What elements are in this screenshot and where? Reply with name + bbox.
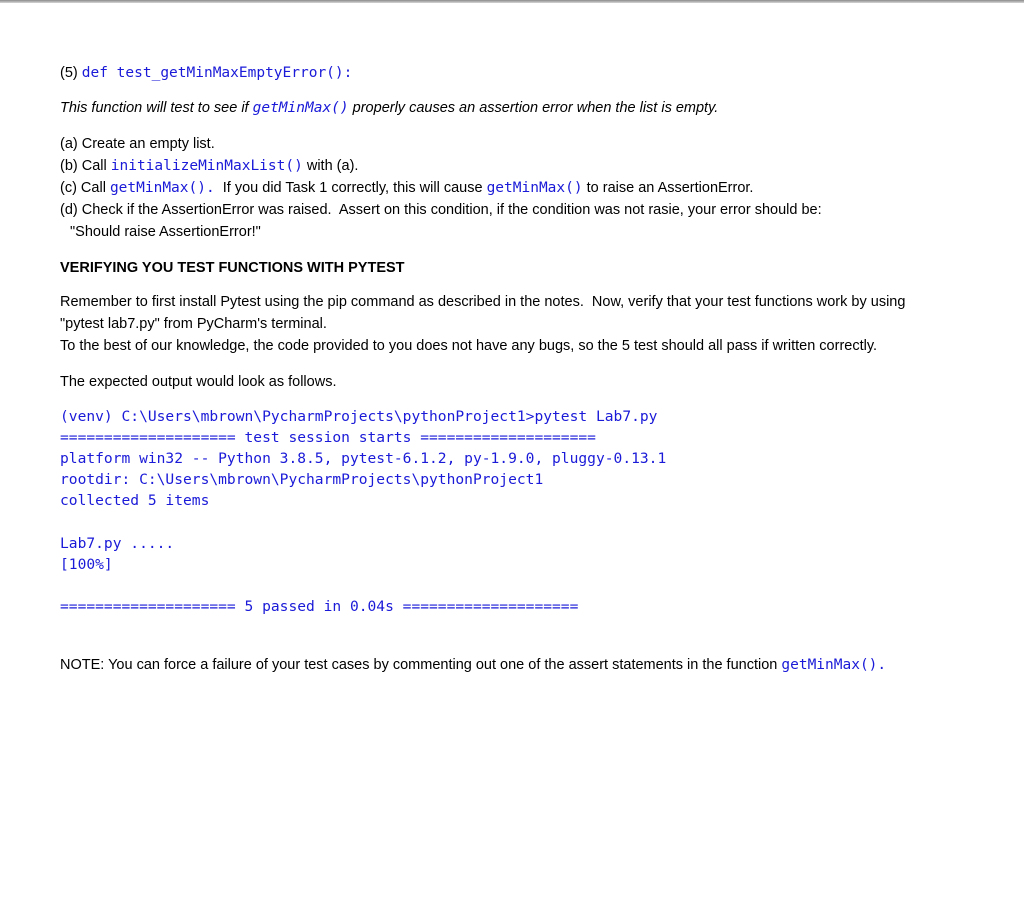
function-definition: def test_getMinMaxEmptyError(): — [81, 65, 353, 81]
terminal-percent: [100%] — [60, 556, 113, 573]
section-number: (5) — [60, 65, 82, 81]
terminal-summary: ==================== 5 passed in 0.04s ==================== — [60, 598, 579, 615]
step-c-code: getMinMax(). — [109, 180, 215, 196]
note-text: NOTE: You can force a failure of your test cases by commenting out one of the assert statements in the function — [60, 657, 782, 673]
step-c-code-2: getMinMax() — [486, 180, 583, 196]
step-c-text-end: to raise an AssertionError. — [582, 180, 754, 196]
note — [60, 655, 886, 675]
description-text-end: properly causes an assertion error when the list is empty. — [348, 100, 719, 116]
expected-output-intro: The expected output would look as follows. — [60, 374, 337, 390]
terminal-collected: collected 5 items — [60, 492, 210, 509]
step-c-text-middle: If you did Task 1 correctly, this will cause — [214, 180, 487, 196]
step-d: (d) Check if the AssertionError was raised. Assert on this condition, if the condition was not rasie, your error should be: — [60, 202, 822, 218]
description-code: getMinMax() — [252, 100, 349, 116]
description-text-start: This function will test to see if — [60, 100, 253, 116]
terminal-session-start: ==================== test session starts ==================== — [60, 429, 596, 446]
paragraph-line-2: "pytest lab7.py" from PyCharm's terminal. — [60, 316, 327, 332]
step-b-text-end: with (a). — [302, 158, 359, 174]
function-description — [60, 98, 718, 118]
step-b-code: initializeMinMaxList() — [110, 158, 303, 174]
terminal-file-result: Lab7.py ..... — [60, 535, 175, 552]
step-c — [60, 178, 753, 198]
terminal-platform: platform win32 -- Python 3.8.5, pytest-6.1.2, py-1.9.0, pluggy-0.13.1 — [60, 450, 667, 467]
step-c-text: (c) Call — [60, 180, 110, 196]
step-d-error-message: "Should raise AssertionError!" — [70, 224, 261, 240]
step-a: (a) Create an empty list. — [60, 136, 215, 152]
paragraph-line-3: To the best of our knowledge, the code provided to you does not have any bugs, so the 5 test should all pass if written correctly. — [60, 338, 878, 354]
note-code: getMinMax(). — [781, 657, 887, 673]
page-top-border — [0, 0, 1024, 3]
terminal-command: (venv) C:\Users\mbrown\PycharmProjects\pythonProject1>pytest Lab7.py — [60, 408, 658, 425]
section-5-header — [60, 63, 352, 83]
paragraph-line-1: Remember to first install Pytest using the pip command as described in the notes. Now, verify that your test functions work by using — [60, 294, 906, 310]
step-b — [60, 156, 358, 176]
step-b-text: (b) Call — [60, 158, 111, 174]
section-heading: VERIFYING YOU TEST FUNCTIONS WITH PYTEST — [60, 260, 405, 276]
terminal-rootdir: rootdir: C:\Users\mbrown\PycharmProjects\pythonProject1 — [60, 471, 544, 488]
